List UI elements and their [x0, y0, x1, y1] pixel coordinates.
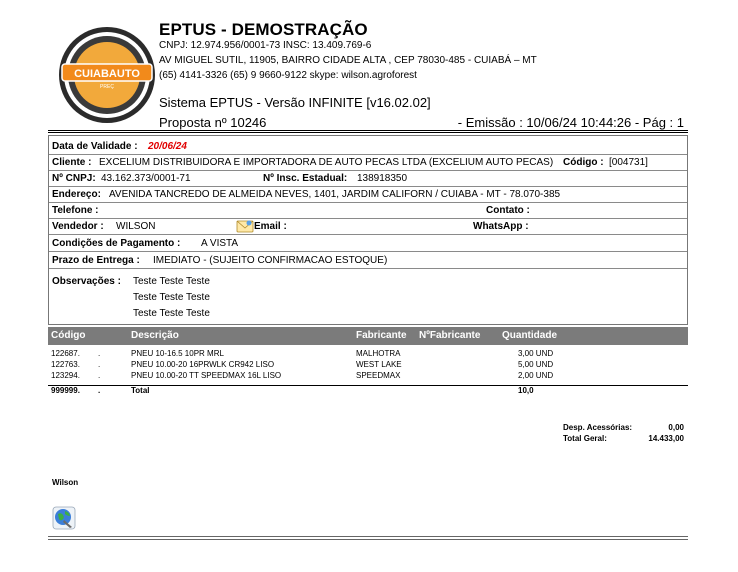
items-table-header — [48, 327, 688, 345]
col-header-description: Descrição — [131, 330, 179, 341]
seller-value: WILSON — [116, 221, 156, 232]
table-row — [48, 348, 688, 359]
state-reg-value: 138918350 — [357, 173, 408, 184]
code-label: Código : — [563, 157, 604, 168]
seller-row — [49, 219, 687, 235]
logo-subtext: PREÇ — [100, 84, 114, 90]
table-row — [48, 370, 688, 381]
payment-row — [49, 236, 687, 252]
footer-divider — [48, 536, 688, 540]
total-code: 999999. — [51, 386, 80, 395]
system-version: Sistema EPTUS - Versão INFINITE [v16.02.02] — [159, 95, 431, 110]
col-header-code: Código — [51, 330, 86, 341]
validity-row — [49, 139, 687, 155]
row-code: 123294. — [51, 371, 80, 380]
email-label: Email : — [254, 221, 287, 232]
row-description: PNEU 10-16.5 10PR MRL — [131, 349, 224, 358]
client-value: EXCELIUM DISTRIBUIDORA E IMPORTADORA DE AUTO PECAS LTDA (EXCELIUM AUTO PECAS) — [99, 157, 554, 168]
col-header-manufacturer: Fabricante — [356, 330, 407, 341]
emission-info: - Emissão : 10/06/24 10:44:26 - Pág : 1 — [457, 115, 684, 130]
seller-label: Vendedor : — [52, 221, 104, 232]
company-address: AV MIGUEL SUTIL, 11905, BAIRRO CIDADE ALTA , CEP 78030-485 - CUIABÁ – MT — [159, 55, 537, 66]
state-reg-label: Nº Insc. Estadual: — [263, 173, 348, 184]
customer-info-box — [48, 135, 688, 325]
phone-row — [49, 203, 687, 219]
validity-label: Data de Validade : — [52, 141, 138, 152]
observation-line: Teste Teste Teste — [133, 308, 210, 319]
row-quantity: 5,00 UND — [518, 360, 554, 369]
proposal-number: Proposta nº 10246 — [159, 115, 267, 130]
client-row — [49, 155, 687, 171]
cnpj-label: Nº CNPJ: — [52, 173, 96, 184]
delivery-value: IMEDIATO - (SUJEITO CONFIRMACAO ESTOQUE) — [153, 255, 388, 266]
header-divider — [48, 130, 688, 133]
table-total-row — [48, 385, 688, 396]
payment-label: Condições de Pagamento : — [52, 238, 181, 249]
cnpj-row — [49, 171, 687, 187]
payment-value: A VISTA — [201, 238, 239, 249]
row-manufacturer: WEST LAKE — [356, 360, 402, 369]
address-label: Endereço: — [52, 189, 101, 200]
row-dot: . — [98, 371, 101, 380]
validity-value: 20/06/24 — [148, 141, 187, 152]
address-row — [49, 187, 687, 203]
company-contact: (65) 4141-3326 (65) 9 9660-9122 skype: wilson.agroforest — [159, 70, 417, 81]
client-label: Cliente : — [52, 157, 92, 168]
code-value: [004731] — [609, 157, 648, 168]
signature-name: Wilson — [52, 478, 79, 487]
row-quantity: 3,00 UND — [518, 349, 554, 358]
contact-label: Contato : — [486, 205, 530, 216]
phone-label: Telefone : — [52, 205, 99, 216]
total-label: Total — [131, 386, 150, 395]
cnpj-value: 43.162.373/0001-71 — [101, 173, 191, 184]
whatsapp-label: WhatsApp : — [473, 221, 529, 232]
company-logo — [58, 26, 156, 124]
row-manufacturer: MALHOTRA — [356, 349, 401, 358]
row-manufacturer: SPEEDMAX — [356, 371, 401, 380]
accessory-expenses-value: 0,00 — [668, 423, 684, 432]
row-quantity: 2,00 UND — [518, 371, 554, 380]
observations-label: Observações : — [52, 276, 121, 287]
address-value: AVENIDA TANCREDO DE ALMEIDA NEVES, 1401, JARDIM CALIFORN / CUIABA - MT - 78.070-385 — [109, 189, 561, 200]
grand-total-label: Total Geral: — [563, 434, 607, 443]
grand-total-value: 14.433,00 — [648, 434, 684, 443]
row-code: 122763. — [51, 360, 80, 369]
row-description: PNEU 10.00-20 16PRWLK CR942 LISO — [131, 360, 275, 369]
total-quantity: 10,0 — [518, 386, 534, 395]
table-row — [48, 359, 688, 370]
row-description: PNEU 10.00-20 TT SPEEDMAX 16L LISO — [131, 371, 282, 380]
logo-text: CUIABAUTO — [74, 68, 140, 80]
row-dot: . — [98, 349, 101, 358]
company-name: EPTUS - DEMOSTRAÇÃO — [159, 20, 368, 39]
col-header-manufacturer-number: NºFabricante — [419, 330, 481, 341]
row-code: 122687. — [51, 349, 80, 358]
company-cnpj: CNPJ: 12.974.956/0001-73 INSC: 13.409.769-6 — [159, 40, 372, 51]
row-dot: . — [98, 360, 101, 369]
observation-line: Teste Teste Teste — [133, 276, 210, 287]
observation-line: Teste Teste Teste — [133, 292, 210, 303]
accessory-expenses-label: Desp. Acessórias: — [563, 423, 633, 432]
delivery-label: Prazo de Entrega : — [52, 255, 140, 266]
email-envelope-icon — [236, 219, 254, 233]
globe-icon[interactable] — [52, 506, 76, 530]
total-dot: . — [98, 386, 101, 395]
delivery-row — [49, 253, 687, 269]
col-header-quantity: Quantidade — [502, 330, 558, 341]
